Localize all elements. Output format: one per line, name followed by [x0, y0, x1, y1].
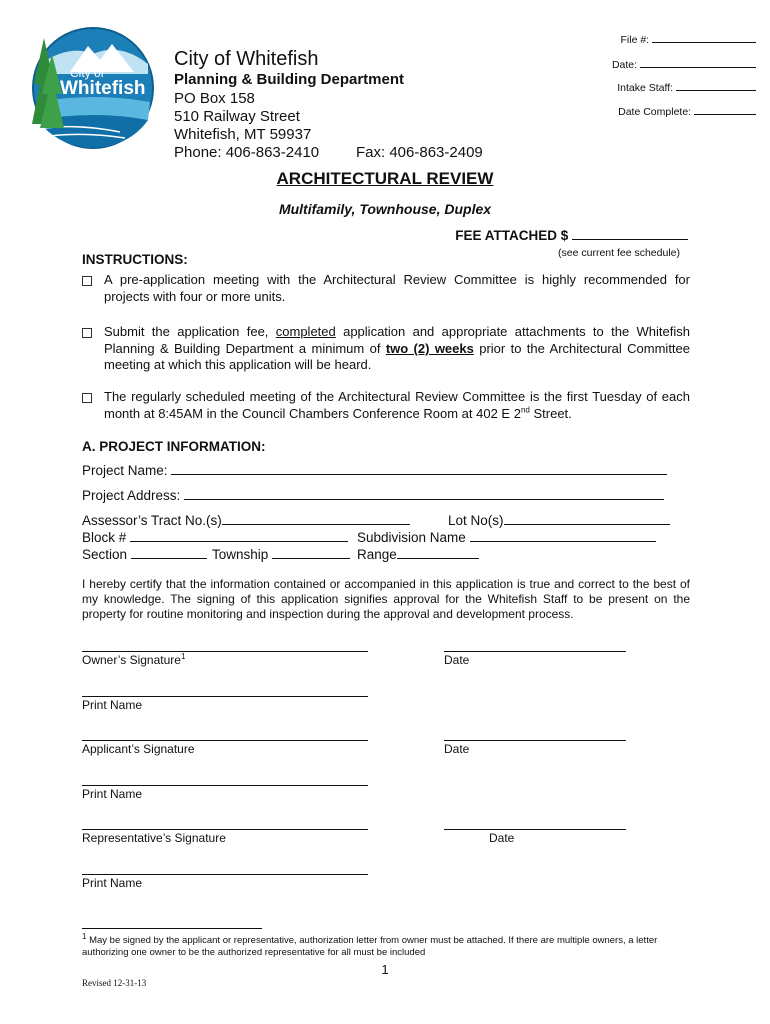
revised-date: Revised 12-31-13 [82, 978, 147, 988]
project-name-line[interactable] [171, 462, 667, 475]
subdivision-line[interactable] [470, 529, 656, 542]
department-name: Planning & Building Department [174, 71, 405, 88]
checkbox-icon [82, 328, 92, 338]
certification-text: I hereby certify that the information contained or accompanied in this application is true and correct to the best of my knowledge. The signing of this application signifies approval for the Whitefish Staff to be present on the property for routine monitoring and inspection during the approval and development process. [82, 577, 690, 621]
street-address: 510 Railway Street [174, 108, 300, 125]
logo-text-line1: City of [70, 66, 105, 80]
owner-signature-label: Owner’s Signature$^1$ [82, 652, 186, 667]
city-state-zip: Whitefish, MT 59937 [174, 126, 312, 143]
intake-staff-label: Intake Staff: [617, 82, 674, 94]
block-field[interactable] [82, 529, 348, 545]
instructions-heading: INSTRUCTIONS: [82, 252, 188, 267]
township-field[interactable] [212, 546, 350, 562]
owner-print-name-label: Print Name [82, 698, 143, 712]
date-complete-line[interactable] [694, 104, 756, 115]
instruction-text-3: The regularly scheduled meeting of the Architectural Review Committee is the first Tuesday of each month at 8:45AM in the Council Chambers Conference Room at 402 E 2nd Street. [104, 389, 690, 421]
footnote-separator [82, 928, 262, 929]
block-line[interactable] [130, 529, 348, 542]
subdivision-label: Subdivision Name [357, 530, 466, 545]
project-address-field[interactable] [82, 487, 664, 503]
form-title: ARCHITECTURAL REVIEW [276, 169, 494, 188]
footnote-text: $^1$ May be signed by the applicant or representative, authorization letter from owner must be attached. If there are multiple owners, a letter authorizing one owner to be the authorized representative for all must be included [82, 931, 658, 958]
form-subtitle: Multifamily, Townhouse, Duplex [278, 201, 492, 217]
owner-signature-line[interactable] [82, 651, 368, 652]
township-label: Township [212, 547, 269, 562]
block-label: Block # [82, 530, 127, 545]
city-name: City of Whitefish [174, 48, 319, 70]
tract-line[interactable] [222, 512, 410, 525]
subdivision-field[interactable] [357, 529, 656, 545]
instruction-text-1: A pre-application meeting with the Architectural Review Committee is highly recommended for projects with four or more units. [104, 272, 690, 304]
date-complete-label: Date Complete: [618, 106, 692, 118]
applicant-date-label: Date [444, 742, 470, 756]
intake-staff-field[interactable] [617, 80, 756, 94]
range-line[interactable] [397, 546, 479, 559]
file-number-line[interactable] [652, 32, 756, 43]
checkbox-icon [82, 276, 92, 286]
representative-signature-line[interactable] [82, 829, 368, 830]
section-label: Section [82, 547, 128, 562]
date-field[interactable] [612, 57, 756, 71]
instruction-item-3 [82, 389, 690, 422]
applicant-print-name-label: Print Name [82, 787, 143, 801]
fee-attached-label: FEE ATTACHED $ [455, 228, 569, 243]
lot-label: Lot No(s) [448, 513, 504, 528]
township-line[interactable] [272, 546, 350, 559]
fee-amount-line[interactable] [572, 227, 688, 240]
owner-date-label: Date [444, 653, 470, 667]
project-name-field[interactable] [82, 462, 667, 478]
representative-signature-label: Representative’s Signature [82, 831, 226, 845]
lot-line[interactable] [504, 512, 670, 525]
checkbox-icon [82, 393, 92, 403]
logo-text-line2: Whitefish [60, 78, 146, 99]
city-logo [30, 24, 156, 152]
project-name-label: Project Name: [82, 463, 168, 478]
applicant-signature-label: Applicant’s Signature [82, 742, 195, 756]
owner-date-line[interactable] [444, 651, 626, 652]
instruction-text-2: Submit the application fee, completed application and appropriate attachments to the Whitefish Planning & Building Department a minimum of two (2) weeks prior to the Architectural Committee meeting at which this application will be heard. [104, 324, 690, 372]
representative-date-label: Date [489, 831, 515, 845]
phone-number: Phone: 406-863-2410 [174, 144, 320, 161]
page-number: 1 [381, 962, 389, 977]
range-field[interactable] [357, 546, 479, 562]
tract-field[interactable] [82, 512, 410, 528]
date-label: Date: [611, 59, 638, 71]
instruction-item-1 [82, 272, 690, 305]
file-number-label: File #: [620, 34, 650, 46]
lot-field[interactable] [448, 512, 670, 528]
file-number-field[interactable] [620, 32, 756, 46]
section-line[interactable] [131, 546, 207, 559]
project-address-label: Project Address: [82, 488, 181, 503]
applicant-signature-line[interactable] [82, 740, 368, 741]
range-label: Range [357, 547, 397, 562]
project-info-heading: A. PROJECT INFORMATION: [82, 439, 266, 454]
fee-attached-field[interactable] [455, 227, 688, 243]
representative-print-name-line[interactable] [82, 874, 368, 875]
representative-date-line[interactable] [444, 829, 626, 830]
footnote-mark: 1 [82, 931, 87, 941]
intake-staff-line[interactable] [676, 80, 756, 91]
representative-print-name-label: Print Name [82, 876, 143, 890]
applicant-date-line[interactable] [444, 740, 626, 741]
owner-print-name-line[interactable] [82, 696, 368, 697]
fax-number: Fax: 406-863-2409 [356, 144, 483, 161]
fee-schedule-note: (see current fee schedule) [558, 247, 680, 259]
project-address-line[interactable] [184, 487, 664, 500]
applicant-print-name-line[interactable] [82, 785, 368, 786]
date-complete-field[interactable] [618, 104, 756, 118]
date-line[interactable] [640, 57, 756, 68]
instruction-item-2 [82, 324, 690, 374]
po-box: PO Box 158 [174, 90, 255, 107]
section-field[interactable] [82, 546, 207, 562]
tract-label: Assessor’s Tract No.(s) [82, 513, 222, 528]
